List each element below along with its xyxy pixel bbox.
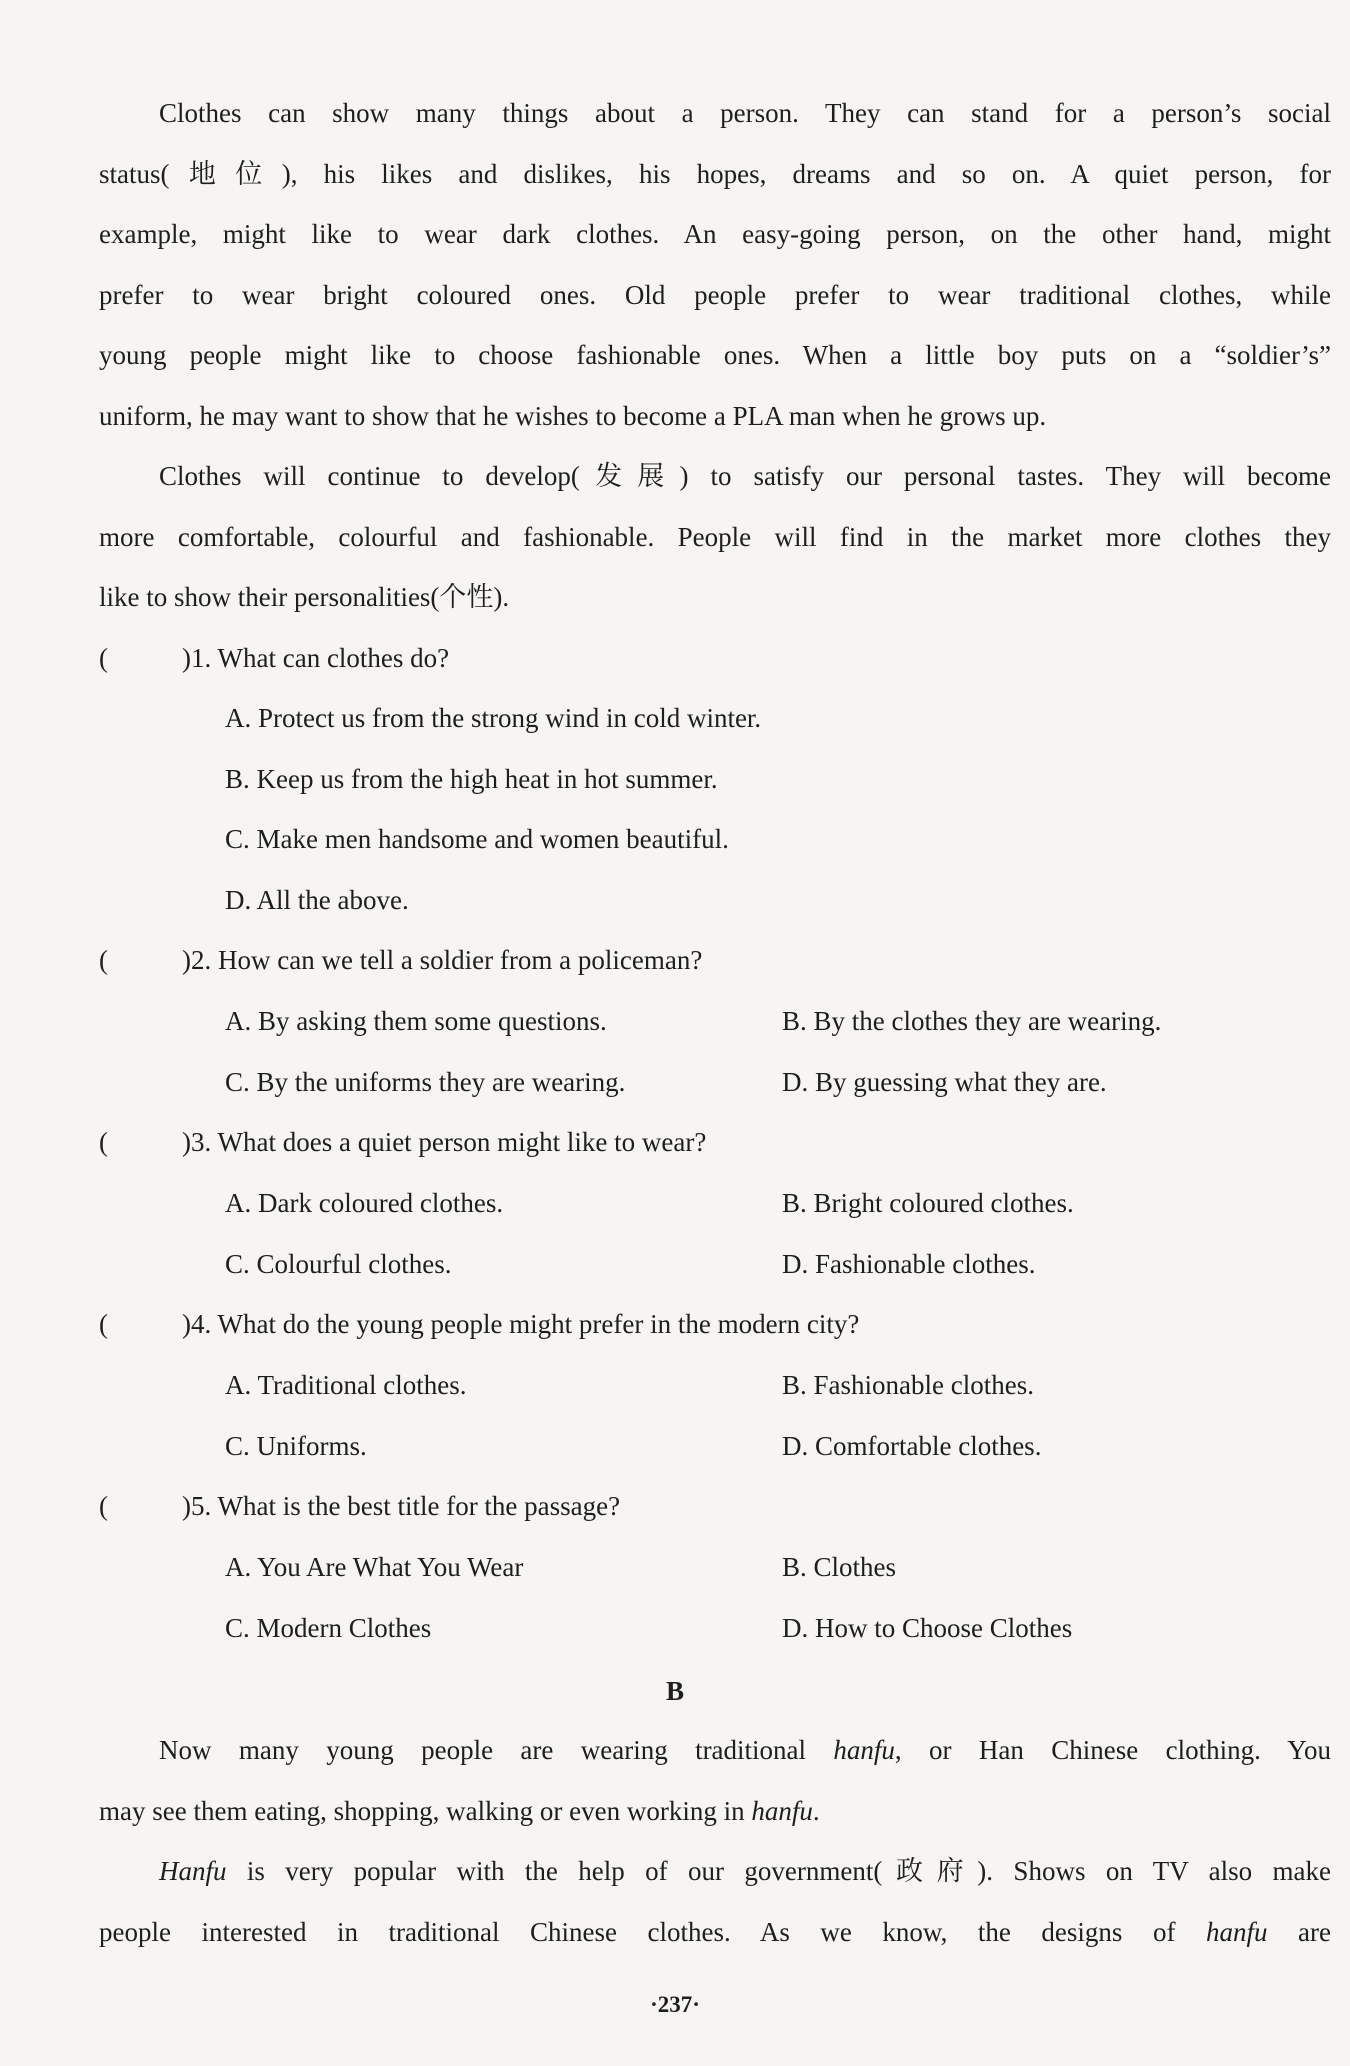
question-1-option-b: B. Keep us from the high heat in hot summer. [225, 764, 718, 794]
answer-bracket: ( [99, 643, 108, 673]
question-3-option-c: C. Colourful clothes. [225, 1249, 452, 1279]
passage-a-paragraph-2 [99, 446, 1331, 628]
question-4-option-c: C. Uniforms. [225, 1431, 367, 1461]
question-3-option-d: D. Fashionable clothes. [782, 1249, 1036, 1279]
text-line: status(地位), his likes and dislikes, his hopes, dreams and so on. A quiet person, for [99, 158, 1331, 189]
text-line: example, might like to wear dark clothes. An easy-going person, on the other hand, might [99, 219, 1331, 250]
section-b-paragraph-1 [99, 1720, 1331, 1841]
section-b-paragraph-2 [99, 1841, 1331, 1962]
text-line [99, 1902, 1331, 1963]
text-line: prefer to wear bright coloured ones. Old people prefer to wear traditional clothes, while [99, 279, 1331, 310]
question-4-option-a: A. Traditional clothes. [225, 1370, 467, 1400]
text-run: may see them eating, shopping, walking or even working in [99, 1795, 752, 1826]
question-5-stem [99, 1476, 620, 1537]
question-5-option-b: B. Clothes [782, 1552, 897, 1582]
question-5-option-a: A. You Are What You Wear [225, 1552, 524, 1582]
question-2-option-c: C. By the uniforms they are wearing. [225, 1067, 626, 1097]
passage-a-paragraph-1 [99, 83, 1331, 447]
italic-term: hanfu [751, 1795, 813, 1826]
question-1-option-a: A. Protect us from the strong wind in cold winter. [225, 703, 762, 733]
question-5-option-d: D. How to Choose Clothes [782, 1613, 1073, 1643]
text-run: are [1267, 1916, 1331, 1947]
text-run: is very popular with the help of our government(政府). Shows on TV also make [226, 1856, 1331, 1886]
question-2-option-b: B. By the clothes they are wearing. [782, 1006, 1162, 1036]
italic-term: Hanfu [159, 1856, 227, 1886]
text-line [99, 1841, 1331, 1902]
question-1-option-c: C. Make men handsome and women beautiful. [225, 824, 729, 854]
question-1-stem [99, 628, 449, 689]
question-text: )4. What do the young people might prefer in the modern city? [182, 1309, 860, 1339]
text-line: more comfortable, colourful and fashionable. People will find in the market more clothes they [99, 521, 1331, 552]
page-number: ·237· [650, 1992, 700, 2017]
text-line: young people might like to choose fashionable ones. When a little boy puts on a “soldier’s” [99, 340, 1331, 371]
section-b-heading: B [665, 1676, 684, 1706]
question-4-stem [99, 1294, 859, 1355]
answer-bracket: ( [99, 1127, 108, 1157]
text-line: Clothes can show many things about a person. They can stand for a person’s social [159, 98, 1331, 128]
question-text: )1. What can clothes do? [182, 643, 450, 673]
text-line: Clothes will continue to develop(发展) to satisfy our personal tastes. They will become [159, 461, 1331, 491]
text-run: , or Han Chinese clothing. You [894, 1735, 1331, 1765]
question-4-option-b: B. Fashionable clothes. [782, 1370, 1034, 1400]
text-run: Now many young people are wearing traditional [159, 1735, 834, 1765]
answer-bracket: ( [99, 945, 108, 975]
question-3-option-b: B. Bright coloured clothes. [782, 1188, 1074, 1218]
question-text: )5. What is the best title for the passage? [182, 1491, 621, 1521]
question-2-option-a: A. By asking them some questions. [225, 1006, 607, 1036]
italic-term: hanfu [833, 1735, 895, 1765]
question-1-option-d: D. All the above. [225, 885, 409, 915]
italic-term: hanfu [1205, 1916, 1268, 1947]
answer-bracket: ( [99, 1309, 108, 1339]
question-text: )2. How can we tell a soldier from a policeman? [182, 945, 703, 975]
answer-bracket: ( [99, 1491, 108, 1521]
text-run: people interested in traditional Chinese clothes. As we know, the designs of [99, 1916, 1206, 1947]
question-4-option-d: D. Comfortable clothes. [782, 1431, 1042, 1461]
question-2-stem [99, 930, 702, 991]
text-line: like to show their personalities(个性). [99, 582, 510, 613]
text-run: . [812, 1795, 820, 1826]
question-3-stem [99, 1112, 706, 1173]
question-2-option-d: D. By guessing what they are. [782, 1067, 1107, 1097]
text-line: uniform, he may want to show that he wishes to become a PLA man when he grows up. [99, 400, 1047, 431]
text-line [99, 1781, 1331, 1842]
text-line [99, 1720, 1331, 1781]
question-3-option-a: A. Dark coloured clothes. [225, 1188, 504, 1218]
question-5-option-c: C. Modern Clothes [225, 1613, 432, 1643]
question-text: )3. What does a quiet person might like to wear? [182, 1127, 707, 1157]
